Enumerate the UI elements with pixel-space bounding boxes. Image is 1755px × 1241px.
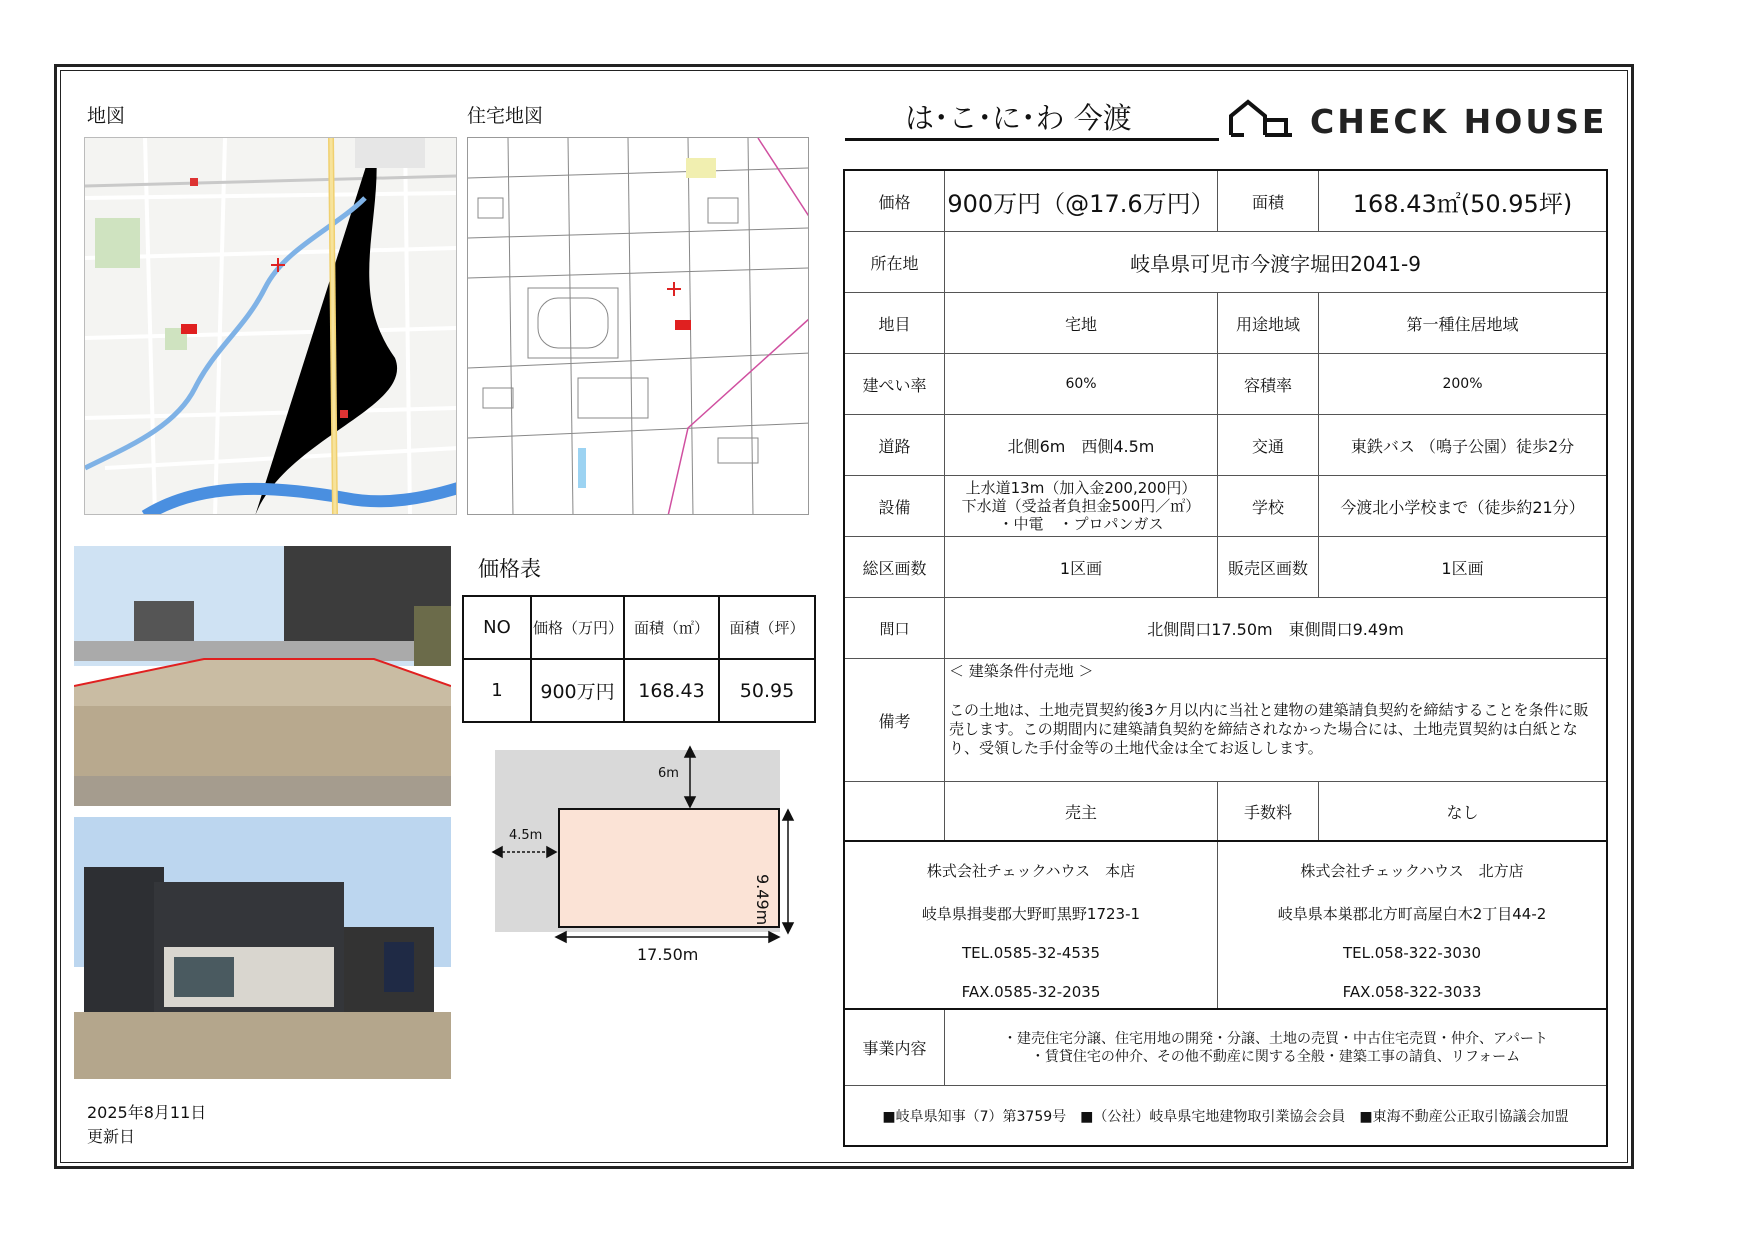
road-value: 北側6m 西側4.5m [944,415,1217,475]
area-value: 168.43㎡(50.95坪) [1318,171,1606,231]
header-area-sqm: 面積（㎡） [624,596,719,659]
station-marker [190,178,198,186]
business-label: 事業内容 [862,1039,927,1058]
lot-photo-2 [74,817,451,1079]
remarks-body: この土地は、土地売買契約後3ケ月以内に当社と建物の建築請負契約を締結することを条件に販売します。この期間内に建築請負契約を締結されなかった場合には、土地売買契約は白紙となり、受領した手付金等の土地代金は全てお返しします。 [949,701,1589,757]
map-label: 地図 [87,105,126,127]
office-kitagata [1217,842,1606,1008]
land-category-label: 地目 [878,314,911,334]
update-date: 2025年8月11日 [87,1103,207,1122]
table-row [463,659,815,722]
row-no: 1 [463,659,531,722]
fee-value: なし [1318,782,1606,840]
frontage-width-label: 17.50m [637,945,699,964]
office-kitagata-tel: TEL.058-322-3030 [1342,944,1482,962]
office-kitagata-name: 株式会社チェックハウス 北方店 [1300,862,1524,880]
coverage-value: 60% [944,354,1217,414]
row-seller-fee [845,782,1606,842]
remarks-value [944,659,1606,781]
area-label: 面積 [1217,171,1318,231]
business-line-2: ・賃貸住宅の仲介、その他不動産に関する全般・建築工事の請負、リフォーム [1030,1048,1521,1065]
licenses-text: ■岐阜県知事（7）第3759号 ■（公社）岐阜県宅地建物取引業協会会員 ■東海不動産公正取引協議会加盟 [882,1108,1569,1125]
row-coverage-far [845,354,1606,415]
row-lots [845,537,1606,598]
school-value: 今渡北小学校まで（徒歩約21分） [1318,476,1606,536]
row-price: 900万円 [531,659,624,722]
row-address [845,232,1606,293]
address-value: 岐阜県可児市今渡字堀田2041-9 [944,232,1606,292]
road-west-label: 4.5m [509,828,543,843]
price-label: 価格 [878,192,911,212]
zoning-value: 第一種住居地域 [1318,293,1606,353]
area-map[interactable] [84,137,457,515]
title-underline [845,138,1219,141]
house-logo-icon [1228,98,1296,138]
row-business [845,1010,1606,1086]
sale-lots-label: 販売区画数 [1217,537,1318,597]
row-remarks [845,659,1606,782]
residential-map-label: 住宅地図 [467,105,544,127]
office-kitagata-fax: FAX.058-322-3033 [1342,983,1482,1001]
land-category-value: 宅地 [944,293,1217,353]
office-main-fax: FAX.0585-32-2035 [961,983,1101,1001]
property-name: は･こ･に･わ 今渡 [905,101,1132,135]
sale-lots-value: 1区画 [1318,537,1606,597]
row-area-tsubo: 50.95 [719,659,815,722]
row-offices [845,842,1606,1010]
seller-blank [845,782,944,840]
coverage-label: 建ぺい率 [862,375,927,395]
price-value: 900万円（@17.6万円） [944,171,1217,231]
office-main-tel: TEL.0585-32-4535 [961,944,1101,962]
row-road-transport [845,415,1606,476]
total-lots-value: 1区画 [944,537,1217,597]
remarks-label: 備考 [878,711,911,731]
seller-label: 売主 [944,782,1217,840]
utilities-value [944,476,1217,536]
header-area-tsubo: 面積（坪） [719,596,815,659]
far-label: 容積率 [1217,354,1318,414]
brand-name: CHECK HOUSE [1310,102,1608,141]
update-label: 更新日 [87,1127,136,1146]
business-value [944,1010,1606,1085]
road-north-label: 6m [658,766,679,781]
fee-label: 手数料 [1217,782,1318,840]
frontage-depth-label: 9.49m [753,874,772,926]
utilities-line-3: ・中電 ・プロパンガス [998,515,1164,533]
row-licenses [845,1086,1606,1145]
header-no: NO [463,596,531,659]
row-utilities-school [845,476,1606,537]
far-value: 200% [1318,354,1606,414]
business-line-1: ・建売住宅分譲、住宅用地の開発・分譲、土地の売買・中古住宅売買・仲介、アパート [1003,1030,1548,1047]
price-table-label: 価格表 [478,557,541,581]
row-frontage [845,598,1606,659]
lot-photo-1 [74,546,451,806]
frontage-label: 間口 [879,619,910,638]
office-main-name: 株式会社チェックハウス 本店 [926,862,1136,880]
zoning-label: 用途地域 [1217,293,1318,353]
address-label: 所在地 [870,253,919,273]
utilities-line-1: 上水道13m（加入金200,200円） [965,479,1197,497]
utilities-label: 設備 [878,497,911,517]
school-label: 学校 [1217,476,1318,536]
row-area-sqm: 168.43 [624,659,719,722]
office-main-address: 岐阜県揖斐郡大野町黒野1723-1 [921,905,1141,923]
road-label: 道路 [878,436,911,456]
property-details-table [843,169,1608,1147]
transport-label: 交通 [1217,415,1318,475]
remarks-title: ＜ 建築条件付売地 ＞ [949,662,1094,680]
total-lots-label: 総区画数 [862,558,927,578]
residential-map[interactable] [467,137,809,515]
header-price: 価格（万円） [531,596,624,659]
row-price-area [845,171,1606,232]
transport-value: 東鉄バス （鳴子公園）徒歩2分 [1318,415,1606,475]
frontage-value: 北側間口17.50m 東側間口9.49m [944,598,1606,658]
price-table [462,595,816,723]
utilities-line-2: 下水道（受益者負担金500円／㎡） [961,497,1201,515]
row-land-zoning [845,293,1606,354]
dimension-arrows [490,745,820,975]
price-table-header-row [463,596,815,659]
office-main [845,842,1217,1008]
office-kitagata-address: 岐阜県本巣郡北方町高屋白木2丁目44-2 [1277,905,1547,923]
